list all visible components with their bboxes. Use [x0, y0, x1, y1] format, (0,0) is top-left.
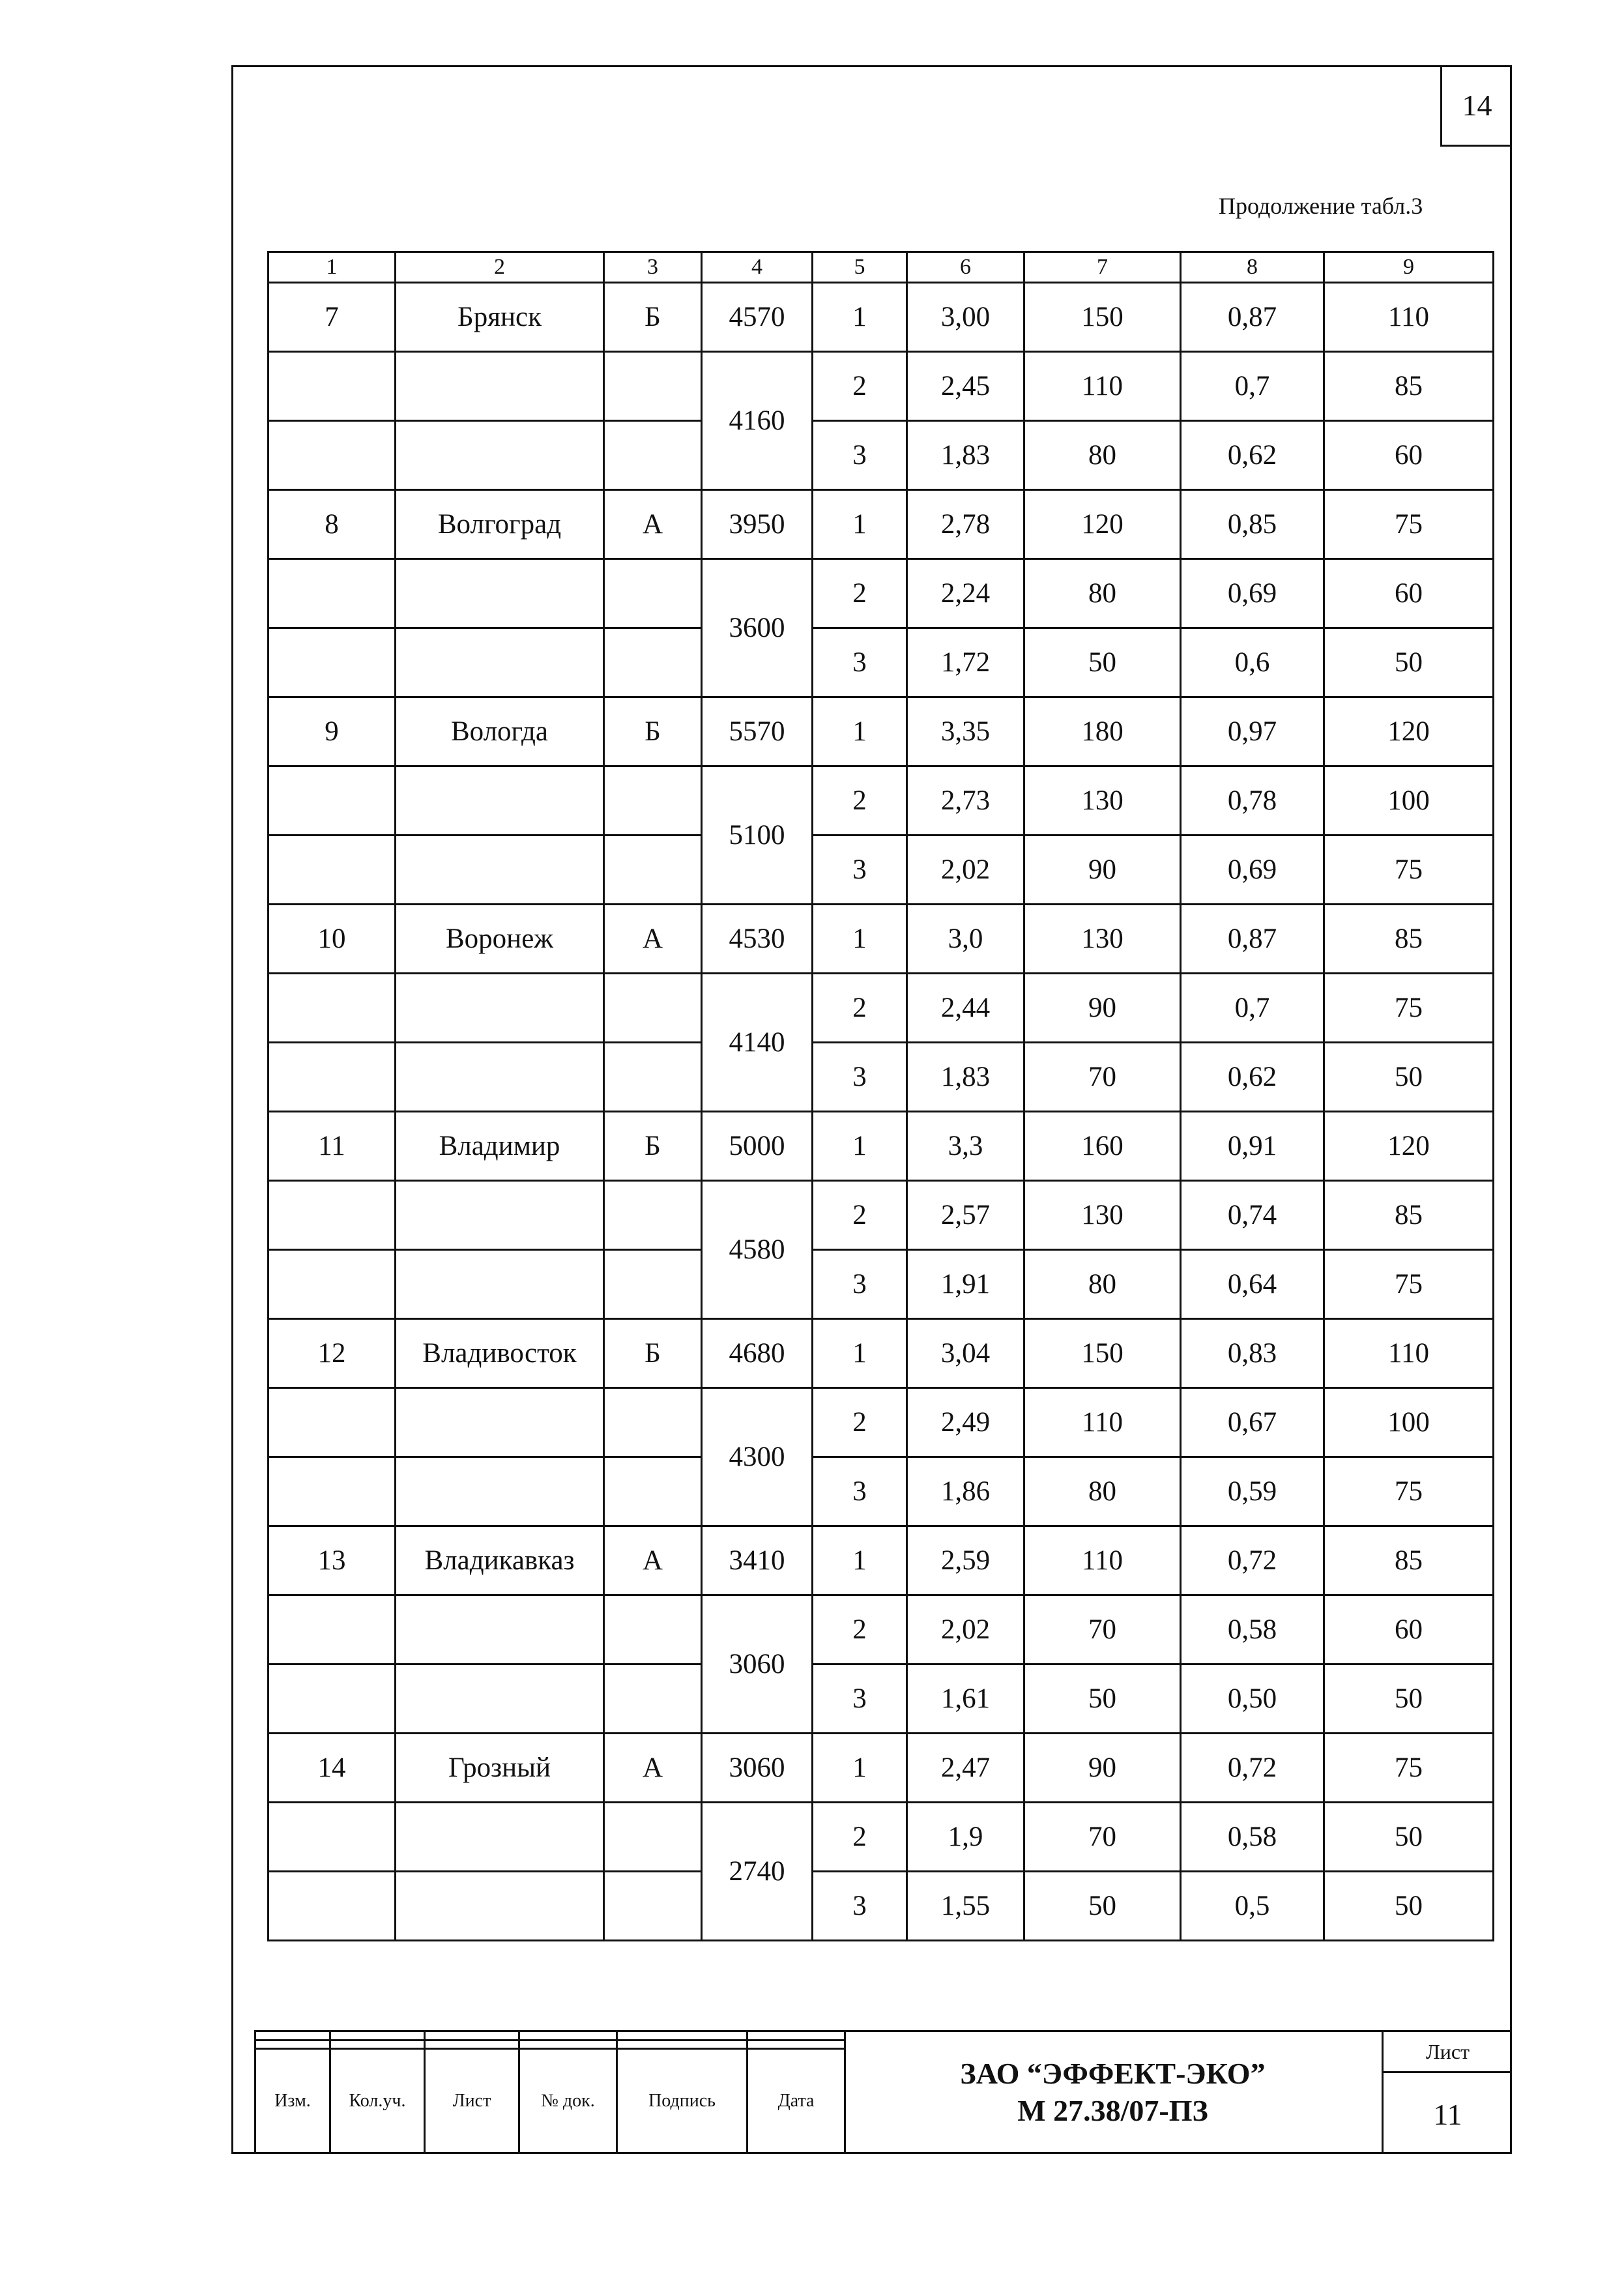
cell-col8: 0,97 [1181, 697, 1324, 766]
cell-col2: Владивосток [396, 1319, 604, 1388]
cell-col5: 2 [813, 1388, 907, 1457]
cell-col8: 0,85 [1181, 490, 1324, 559]
cell-col1 [268, 628, 396, 697]
signature-grid [254, 2030, 846, 2154]
cell-col4: 4140 [702, 974, 813, 1112]
cell-col3 [604, 628, 702, 697]
cell-col8: 0,50 [1181, 1664, 1324, 1734]
cell-col1 [268, 835, 396, 905]
cell-col7: 70 [1024, 1043, 1181, 1112]
cell-col6: 2,02 [907, 1595, 1024, 1664]
cell-col4: 5000 [702, 1112, 813, 1181]
cell-col6: 3,04 [907, 1319, 1024, 1388]
cell-col6: 3,00 [907, 283, 1024, 352]
table-row [268, 1803, 1494, 1872]
cell-col6: 2,73 [907, 766, 1024, 835]
cell-col4: 5100 [702, 766, 813, 905]
cell-col8: 0,64 [1181, 1250, 1324, 1319]
cell-col4: 4680 [702, 1319, 813, 1388]
cell-col5: 3 [813, 1043, 907, 1112]
label-signature: Подпись [617, 2049, 747, 2153]
table-row [268, 905, 1494, 974]
cell-col9: 60 [1324, 421, 1494, 490]
label-date: Дата [747, 2049, 845, 2153]
column-header: 2 [396, 252, 604, 283]
cell-col1: 10 [268, 905, 396, 974]
cell-col5: 2 [813, 766, 907, 835]
cell-col7: 80 [1024, 559, 1181, 628]
signature-label-row [255, 2049, 845, 2153]
cell-col9: 75 [1324, 1250, 1494, 1319]
cell-col1: 14 [268, 1734, 396, 1803]
cell-col8: 0,87 [1181, 283, 1324, 352]
cell-col6: 1,83 [907, 1043, 1024, 1112]
cell-col2: Брянск [396, 283, 604, 352]
cell-col1: 9 [268, 697, 396, 766]
cell-col6: 1,91 [907, 1250, 1024, 1319]
table-row [268, 559, 1494, 628]
cell-col8: 0,7 [1181, 974, 1324, 1043]
cell-col2 [396, 1250, 604, 1319]
cell-col9: 110 [1324, 283, 1494, 352]
label-kol-uch: Кол.уч. [330, 2049, 425, 2153]
sheet-block [1382, 2030, 1512, 2154]
cell-col6: 1,83 [907, 421, 1024, 490]
company-name: ЗАО “ЭФФЕКТ-ЭКО” [960, 2056, 1266, 2090]
cell-col2 [396, 1803, 604, 1872]
cell-col6: 1,61 [907, 1664, 1024, 1734]
cell-col3 [604, 1457, 702, 1526]
cell-col3: А [604, 1734, 702, 1803]
cell-col3: А [604, 490, 702, 559]
signature-row [255, 2031, 845, 2041]
cell-col8: 0,5 [1181, 1872, 1324, 1941]
cell-col7: 80 [1024, 421, 1181, 490]
cell-col9: 75 [1324, 1457, 1494, 1526]
cell-col9: 50 [1324, 1664, 1494, 1734]
cell-col7: 160 [1024, 1112, 1181, 1181]
table-row [268, 1112, 1494, 1181]
cell-col8: 0,91 [1181, 1112, 1324, 1181]
cell-col1 [268, 1595, 396, 1664]
cell-col2 [396, 559, 604, 628]
cell-col6: 1,55 [907, 1872, 1024, 1941]
cell-col6: 3,35 [907, 697, 1024, 766]
cell-col7: 130 [1024, 766, 1181, 835]
cell-col4: 4530 [702, 905, 813, 974]
sheet-label: Лист [1384, 2032, 1512, 2073]
cell-col4: 4580 [702, 1181, 813, 1319]
cell-col5: 1 [813, 1526, 907, 1595]
cell-col5: 2 [813, 559, 907, 628]
cell-col1 [268, 1250, 396, 1319]
column-number-row [268, 252, 1494, 283]
cell-col2 [396, 628, 604, 697]
cell-col3 [604, 1595, 702, 1664]
cell-col1 [268, 1043, 396, 1112]
cell-col4: 3600 [702, 559, 813, 697]
column-header: 8 [1181, 252, 1324, 283]
column-header: 4 [702, 252, 813, 283]
cell-col5: 2 [813, 1803, 907, 1872]
cell-col1: 7 [268, 283, 396, 352]
cell-col1: 8 [268, 490, 396, 559]
cell-col5: 1 [813, 490, 907, 559]
cell-col9: 120 [1324, 697, 1494, 766]
table-header [268, 252, 1494, 283]
document-code: М 27.38/07-ПЗ [1017, 2094, 1208, 2127]
cell-col8: 0,74 [1181, 1181, 1324, 1250]
table-row [268, 1457, 1494, 1526]
cell-col5: 3 [813, 835, 907, 905]
cell-col9: 60 [1324, 559, 1494, 628]
cell-col2: Владикавказ [396, 1526, 604, 1595]
data-table [267, 251, 1494, 1941]
signature-row [255, 2040, 845, 2049]
cell-col9: 60 [1324, 1595, 1494, 1664]
table-row [268, 352, 1494, 421]
cell-col2 [396, 1457, 604, 1526]
cell-col9: 50 [1324, 1803, 1494, 1872]
cell-col1: 13 [268, 1526, 396, 1595]
cell-col8: 0,72 [1181, 1734, 1324, 1803]
cell-col8: 0,69 [1181, 835, 1324, 905]
cell-col1 [268, 974, 396, 1043]
cell-col3 [604, 835, 702, 905]
cell-col9: 75 [1324, 835, 1494, 905]
cell-col7: 130 [1024, 905, 1181, 974]
cell-col6: 2,02 [907, 835, 1024, 905]
table-row [268, 421, 1494, 490]
cell-col8: 0,7 [1181, 352, 1324, 421]
cell-col6: 2,45 [907, 352, 1024, 421]
cell-col9: 75 [1324, 1734, 1494, 1803]
page-number: 14 [1440, 65, 1512, 147]
cell-col2: Владимир [396, 1112, 604, 1181]
cell-col3 [604, 1043, 702, 1112]
cell-col3 [604, 352, 702, 421]
table-body [268, 283, 1494, 1941]
cell-col7: 50 [1024, 628, 1181, 697]
cell-col9: 50 [1324, 1043, 1494, 1112]
cell-col7: 70 [1024, 1803, 1181, 1872]
cell-col4: 2740 [702, 1803, 813, 1941]
column-header: 1 [268, 252, 396, 283]
cell-col2 [396, 1181, 604, 1250]
cell-col1 [268, 766, 396, 835]
cell-col3 [604, 1872, 702, 1941]
cell-col3: Б [604, 1112, 702, 1181]
cell-col9: 110 [1324, 1319, 1494, 1388]
cell-col2 [396, 766, 604, 835]
cell-col6: 1,86 [907, 1457, 1024, 1526]
cell-col8: 0,62 [1181, 1043, 1324, 1112]
cell-col3 [604, 559, 702, 628]
cell-col9: 85 [1324, 1181, 1494, 1250]
column-header: 9 [1324, 252, 1494, 283]
cell-col7: 80 [1024, 1250, 1181, 1319]
cell-col8: 0,83 [1181, 1319, 1324, 1388]
cell-col7: 150 [1024, 283, 1181, 352]
cell-col9: 100 [1324, 766, 1494, 835]
cell-col4: 3950 [702, 490, 813, 559]
cell-col2 [396, 1388, 604, 1457]
cell-col3: Б [604, 283, 702, 352]
cell-col8: 0,72 [1181, 1526, 1324, 1595]
cell-col9: 85 [1324, 1526, 1494, 1595]
cell-col3 [604, 421, 702, 490]
cell-col8: 0,69 [1181, 559, 1324, 628]
cell-col5: 1 [813, 905, 907, 974]
cell-col6: 2,44 [907, 974, 1024, 1043]
cell-col6: 2,47 [907, 1734, 1024, 1803]
cell-col3: А [604, 1526, 702, 1595]
cell-col1 [268, 1388, 396, 1457]
cell-col2 [396, 974, 604, 1043]
cell-col1 [268, 559, 396, 628]
cell-col5: 3 [813, 1250, 907, 1319]
cell-col5: 2 [813, 1595, 907, 1664]
cell-col8: 0,58 [1181, 1595, 1324, 1664]
cell-col7: 90 [1024, 835, 1181, 905]
cell-col6: 2,49 [907, 1388, 1024, 1457]
table-row [268, 1319, 1494, 1388]
cell-col7: 110 [1024, 1526, 1181, 1595]
cell-col7: 90 [1024, 1734, 1181, 1803]
table-row [268, 1181, 1494, 1250]
cell-col9: 120 [1324, 1112, 1494, 1181]
table-row [268, 490, 1494, 559]
cell-col2 [396, 1595, 604, 1664]
table-row [268, 283, 1494, 352]
column-header: 7 [1024, 252, 1181, 283]
cell-col7: 110 [1024, 1388, 1181, 1457]
label-doc-no: № док. [519, 2049, 617, 2153]
cell-col9: 100 [1324, 1388, 1494, 1457]
cell-col8: 0,58 [1181, 1803, 1324, 1872]
table-row [268, 766, 1494, 835]
cell-col7: 130 [1024, 1181, 1181, 1250]
cell-col1 [268, 421, 396, 490]
cell-col2: Воронеж [396, 905, 604, 974]
cell-col3: Б [604, 697, 702, 766]
cell-col6: 1,72 [907, 628, 1024, 697]
cell-col2: Волгоград [396, 490, 604, 559]
cell-col6: 3,0 [907, 905, 1024, 974]
table-row [268, 1043, 1494, 1112]
column-header: 3 [604, 252, 702, 283]
cell-col5: 1 [813, 1112, 907, 1181]
cell-col3 [604, 974, 702, 1043]
cell-col7: 50 [1024, 1664, 1181, 1734]
cell-col1 [268, 1803, 396, 1872]
cell-col9: 85 [1324, 352, 1494, 421]
cell-col8: 0,87 [1181, 905, 1324, 974]
cell-col3 [604, 1803, 702, 1872]
cell-col5: 3 [813, 628, 907, 697]
cell-col5: 2 [813, 1181, 907, 1250]
cell-col4: 4300 [702, 1388, 813, 1526]
cell-col1: 12 [268, 1319, 396, 1388]
cell-col1: 11 [268, 1112, 396, 1181]
cell-col7: 50 [1024, 1872, 1181, 1941]
cell-col3 [604, 1388, 702, 1457]
cell-col3 [604, 1250, 702, 1319]
table-caption: Продолжение табл.3 [1219, 193, 1423, 219]
cell-col5: 2 [813, 974, 907, 1043]
column-header: 6 [907, 252, 1024, 283]
cell-col2 [396, 1872, 604, 1941]
cell-col2 [396, 421, 604, 490]
cell-col6: 2,24 [907, 559, 1024, 628]
cell-col9: 50 [1324, 1872, 1494, 1941]
cell-col7: 150 [1024, 1319, 1181, 1388]
table-row [268, 1526, 1494, 1595]
cell-col5: 1 [813, 283, 907, 352]
cell-col3 [604, 1181, 702, 1250]
cell-col8: 0,59 [1181, 1457, 1324, 1526]
cell-col7: 110 [1024, 352, 1181, 421]
cell-col1 [268, 1664, 396, 1734]
label-izm: Изм. [255, 2049, 330, 2153]
table-row [268, 974, 1494, 1043]
table-row [268, 1250, 1494, 1319]
cell-col3: Б [604, 1319, 702, 1388]
cell-col2: Грозный [396, 1734, 604, 1803]
cell-col7: 90 [1024, 974, 1181, 1043]
cell-col2 [396, 1043, 604, 1112]
table-row [268, 628, 1494, 697]
cell-col7: 70 [1024, 1595, 1181, 1664]
cell-col4: 3060 [702, 1595, 813, 1734]
column-header: 5 [813, 252, 907, 283]
table-row [268, 1734, 1494, 1803]
cell-col3 [604, 1664, 702, 1734]
cell-col7: 180 [1024, 697, 1181, 766]
cell-col2: Вологда [396, 697, 604, 766]
table-row [268, 1388, 1494, 1457]
cell-col4: 4570 [702, 283, 813, 352]
cell-col2 [396, 1664, 604, 1734]
cell-col5: 3 [813, 1872, 907, 1941]
cell-col8: 0,62 [1181, 421, 1324, 490]
cell-col8: 0,6 [1181, 628, 1324, 697]
cell-col9: 75 [1324, 974, 1494, 1043]
cell-col5: 3 [813, 421, 907, 490]
table-row [268, 1664, 1494, 1734]
cell-col7: 80 [1024, 1457, 1181, 1526]
label-list: Лист [425, 2049, 519, 2153]
sheet-number: 11 [1433, 2098, 1462, 2131]
cell-col6: 2,57 [907, 1181, 1024, 1250]
cell-col5: 3 [813, 1457, 907, 1526]
cell-col6: 1,9 [907, 1803, 1024, 1872]
cell-col9: 75 [1324, 490, 1494, 559]
cell-col1 [268, 1457, 396, 1526]
cell-col4: 3060 [702, 1734, 813, 1803]
table-row [268, 835, 1494, 905]
cell-col4: 3410 [702, 1526, 813, 1595]
table-row [268, 1872, 1494, 1941]
cell-col2 [396, 352, 604, 421]
cell-col5: 1 [813, 697, 907, 766]
cell-col6: 3,3 [907, 1112, 1024, 1181]
cell-col5: 2 [813, 352, 907, 421]
cell-col1 [268, 352, 396, 421]
cell-col4: 4160 [702, 352, 813, 490]
cell-col8: 0,78 [1181, 766, 1324, 835]
cell-col6: 2,59 [907, 1526, 1024, 1595]
cell-col5: 1 [813, 1734, 907, 1803]
cell-col7: 120 [1024, 490, 1181, 559]
cell-col2 [396, 835, 604, 905]
cell-col8: 0,67 [1181, 1388, 1324, 1457]
cell-col9: 85 [1324, 905, 1494, 974]
cell-col3: А [604, 905, 702, 974]
cell-col6: 2,78 [907, 490, 1024, 559]
table-row [268, 1595, 1494, 1664]
cell-col1 [268, 1181, 396, 1250]
cell-col9: 50 [1324, 628, 1494, 697]
cell-col3 [604, 766, 702, 835]
cell-col5: 3 [813, 1664, 907, 1734]
company-block [844, 2030, 1382, 2154]
cell-col5: 1 [813, 1319, 907, 1388]
cell-col4: 5570 [702, 697, 813, 766]
table-row [268, 697, 1494, 766]
cell-col1 [268, 1872, 396, 1941]
title-block [254, 2030, 1512, 2154]
